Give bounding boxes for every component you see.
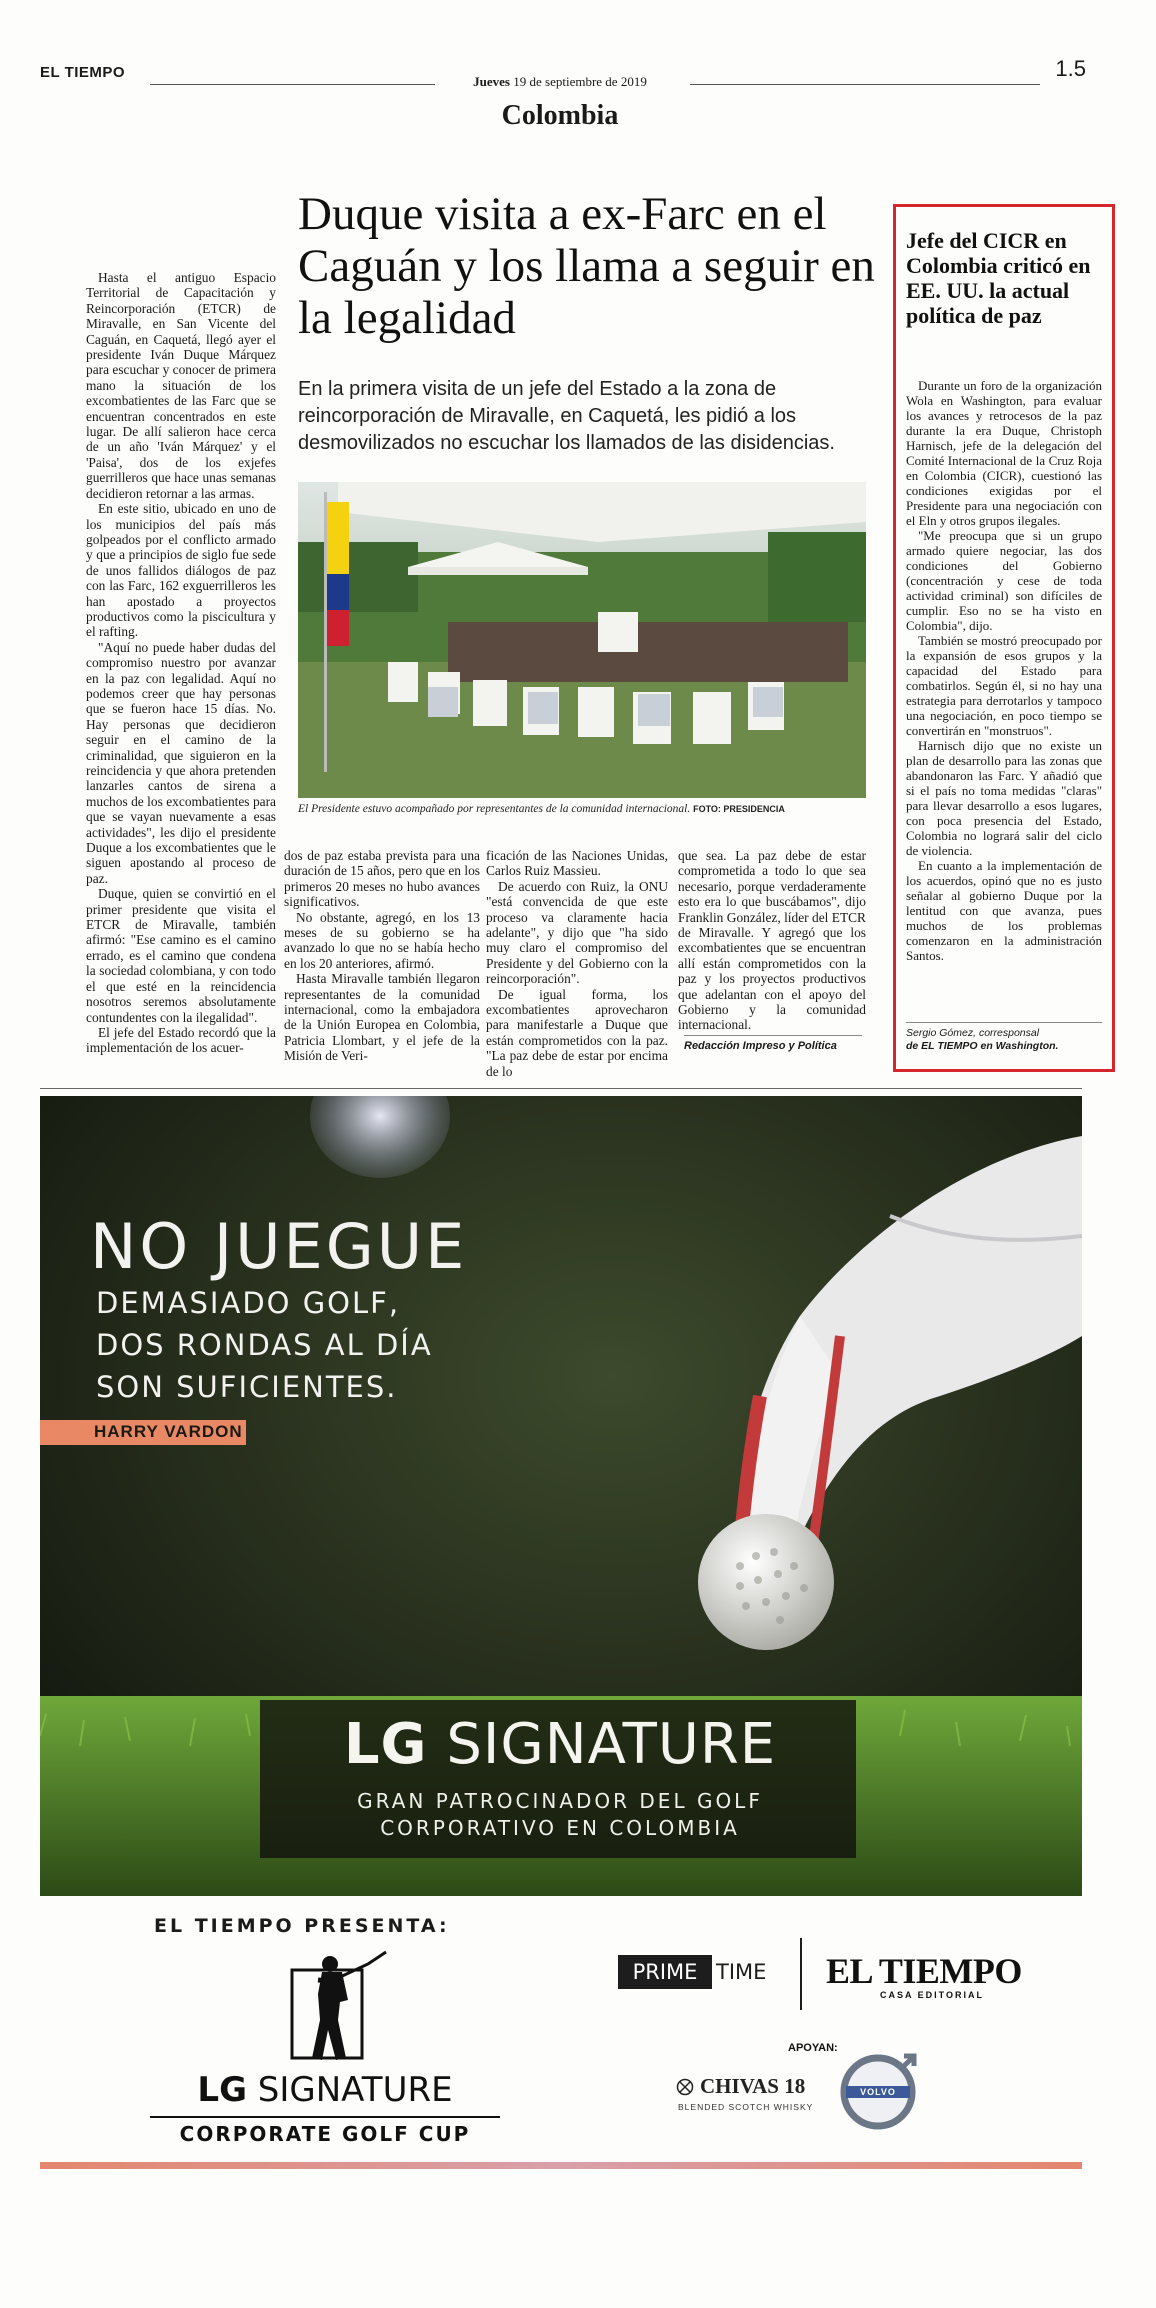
cup-lg-signature-logo — [175, 2070, 475, 2110]
lg-wordmark: LG — [343, 1712, 428, 1777]
cup-divider — [150, 2116, 500, 2118]
prime-logo: PRIME — [618, 1955, 712, 1989]
quote-author: HARRY VARDON — [94, 1422, 243, 1441]
sidebar-body — [906, 378, 1102, 963]
paragraph: dos de paz estaba prevista para una duración de 15 años, pero que en los primeros 20 meses no hubo avances significativos. — [284, 848, 480, 910]
section-title: Colombia — [501, 100, 619, 131]
article-column-2 — [284, 848, 480, 1064]
golf-ball — [698, 1514, 834, 1650]
photo-caption-text: El Presidente estuvo acompañado por representantes de la comunidad internacional. — [298, 803, 691, 815]
header-date-rest: 19 de septiembre de 2019 — [513, 74, 647, 89]
sponsors-label: APOYAN: — [788, 2042, 838, 2054]
el-tiempo-logo: EL TIEMPO — [826, 1951, 1022, 1991]
signature-wordmark: SIGNATURE — [446, 1712, 777, 1777]
sidebar-byline — [906, 1022, 1102, 1053]
cup-lg-wordmark: LG — [197, 2070, 247, 2110]
photo-scene — [298, 482, 866, 798]
ad-subline — [96, 1282, 576, 1408]
header-rule-left — [150, 84, 435, 85]
chivas-emblem-icon — [676, 2078, 694, 2096]
section-divider — [40, 1088, 1082, 1089]
volvo-logo — [838, 2052, 918, 2132]
volvo-wordmark: VOLVO — [860, 2087, 896, 2097]
article-headline: Duque visita a ex-Farc en el Caguán y los llama a seguir en la legalidad — [298, 188, 875, 344]
chivas-logo: CHIVAS 18 — [700, 2074, 806, 2098]
ad-subline-3: SON SUFICIENTES. — [96, 1370, 398, 1404]
header-date — [430, 74, 690, 90]
sidebar-byline-line-1: Sergio Gómez, corresponsal — [906, 1027, 1040, 1039]
paragraph: "Me preocupa que si un grupo armado quiere negociar, las dos condiciones del Gobierno (concentración y cese de toda actividad criminal) son difíciles de cumplir. Eso no se ha visto en Colombia", dijo. — [906, 528, 1102, 633]
masthead-logo: EL TIEMPO — [40, 64, 126, 81]
paragraph: También se mostró preocupado por la expansión de esos grupos y la capacidad del Estado para combatirlos. Según él, si no hay una estrategia para derrotarlos y tampoco una negociación, en poco tiempo se convertirán en "monstruos". — [906, 633, 1102, 738]
time-logo: TIME — [716, 1960, 767, 1984]
ad-subline-2: DOS RONDAS AL DÍA — [96, 1328, 433, 1362]
ad-subline-1: DEMASIADO GOLF, — [96, 1286, 401, 1320]
cup-signature-wordmark: SIGNATURE — [257, 2070, 453, 2110]
sidebar-title: Jefe del CICR en Colombia criticó en EE. UU. la actual política de paz — [906, 228, 1091, 328]
chivas-subtitle: BLENDED SCOTCH WHISKY — [678, 2102, 814, 2112]
article-column-3 — [486, 848, 668, 1079]
logo-divider — [800, 1938, 802, 2010]
paragraph: "Aquí no puede haber dudas del compromiso nuestro por avanzar en la paz con legalidad. Aquí no podemos creer que hay personas que se fueron hace 15 días. No. Hay personas que decidieron seguir en el camino de la criminalidad, que siguieron en la reincidencia y que ahora pretenden lanzarles cantos de sirena a muchos de los excombatientes para que se vayan nuevamente a esas actividades", les dijo el presidente Duque a los excombatientes que le siguen apostando al proceso de paz. — [86, 639, 276, 886]
header-date-day: Jueves — [473, 74, 510, 89]
article-column-1 — [86, 270, 276, 1056]
photo-credit: FOTO: PRESIDENCIA — [693, 804, 785, 814]
lg-signature-logo — [300, 1712, 820, 1777]
paragraph: Duque, quien se convirtió en el primer presidente que visita el ETCR de Miravalle, también afirmó: "Ese camino es el camino errado, es el camino que condena la sociedad colombiana, y con todo el que esté en la reincidencia nosotros seremos absolutamente contundentes con la ilegalidad". — [86, 886, 276, 1025]
paragraph: ficación de las Naciones Unidas, Carlos Ruiz Massieu. — [486, 848, 668, 879]
paragraph: que sea. La paz debe de estar comprometida a todo lo que sea necesario, porque verdaderamente esto era lo que buscábamos", dijo Franklin González, líder del ETCR de Miravalle. Y agregó que los excombatientes que se encuentran allí están comprometidos con la paz y los proyectos productivos que adelantan con el apoyo del Gobierno y la comunidad internacional. — [678, 848, 866, 1033]
article-byline: Redacción Impreso y Política — [684, 1035, 862, 1052]
paragraph: Hasta Miravalle también llegaron representantes de la comunidad internacional, como la embajadora de la Unión Europea en Colombia, Patricia Llombart, y el jefe de la Misión de Veri- — [284, 971, 480, 1064]
paragraph: No obstante, agregó, en los 13 meses de su gobierno se ha avanzado lo que no se había hecho en los 20 anteriores, afirmó. — [284, 909, 480, 971]
header-rule-right — [690, 84, 1040, 85]
paragraph: En cuanto a la implementación de los acuerdos, opinó que no es justo señalar al gobierno Duque por la lentitud con que avanza, pues muchos de los problemas comenzaron en la administración Santos. — [906, 858, 1102, 963]
article-column-4 — [678, 848, 866, 1033]
ad-tagline-2: CORPORATIVO EN COLOMBIA — [380, 1816, 740, 1840]
cup-name: CORPORATE GOLF CUP — [179, 2122, 471, 2146]
paragraph: Harnisch dijo que no existe un plan de desarrollo para las zonas que abandonaron las Farc. Y añadió que si el país no toma medidas "claras" para llevar desarrollo a esos lugares, con poca presencia del Estado, Colombia no logrará salir del ciclo de violencia. — [906, 738, 1102, 858]
paragraph: Durante un foro de la organización Wola en Washington, para evaluar los avances y retrocesos de la paz durante la era Duque, Christoph Harnisch, jefe de la delegación del Comité Internacional de la Cruz Roja en Colombia (CICR), cuestionó las condiciones exigidas por el Presidente para una negociación con el Eln y otros grupos ilegales. — [906, 378, 1102, 528]
golfer-icon — [278, 1950, 390, 2070]
ad-tagline — [280, 1788, 840, 1842]
ad-headline: NO JUEGUE — [90, 1210, 468, 1283]
photo-caption — [298, 803, 866, 815]
paragraph: De igual forma, los excombatientes aprovecharon para manifestarle a Duque que están comprometidos con la paz. "La paz debe de estar por encima de lo — [486, 986, 668, 1079]
paragraph: El jefe del Estado recordó que la implementación de los acuer- — [86, 1024, 276, 1056]
paragraph: Hasta el antiguo Espacio Territorial de Capacitación y Reincorporación (ETCR) de Miravalle, en San Vicente del Caguán, en Caquetá, llegó ayer el presidente Iván Duque Márquez para escuchar y conocer de primera mano la situación de los excombatientes de las Farc que se encuentran concentrados en este lugar. De allí salieron hace cerca de un año 'Iván Márquez' y el 'Paisa', dos de los exjefes guerrilleros que hace unas semanas decidieron retornar a las armas. — [86, 270, 276, 501]
article-photo — [298, 482, 866, 798]
article-lede: En la primera visita de un jefe del Estado a la zona de reincorporación de Miravalle, en Caquetá, les pidió a los desmovilizados no escuchar los llamados de las disidencias. — [298, 378, 835, 454]
el-tiempo-presenta: EL TIEMPO PRESENTA: — [154, 1915, 450, 1937]
paragraph: En este sitio, ubicado en uno de los municipios del país más golpeados por el conflicto armado y que a principios de siglo fue sede de unos fallidos diálogos de paz con las Farc, 162 exguerrilleros les han apostado a proyectos productivos como la piscicultura y el rafting. — [86, 501, 276, 640]
casa-editorial: CASA EDITORIAL — [880, 1990, 985, 2000]
bottom-color-bar — [40, 2162, 1082, 2169]
paragraph: De acuerdo con Ruiz, la ONU "está convencida de que este proceso va claramente hacia adelante", y dijo que "ha sido muy claro el compromiso del Presidente y del Gobierno con la reincorporación". — [486, 878, 668, 987]
page-number: 1.5 — [1055, 56, 1086, 81]
sidebar-byline-line-2: de EL TIEMPO en Washington. — [906, 1040, 1059, 1052]
ad-tagline-1: GRAN PATROCINADOR DEL GOLF — [357, 1789, 763, 1813]
